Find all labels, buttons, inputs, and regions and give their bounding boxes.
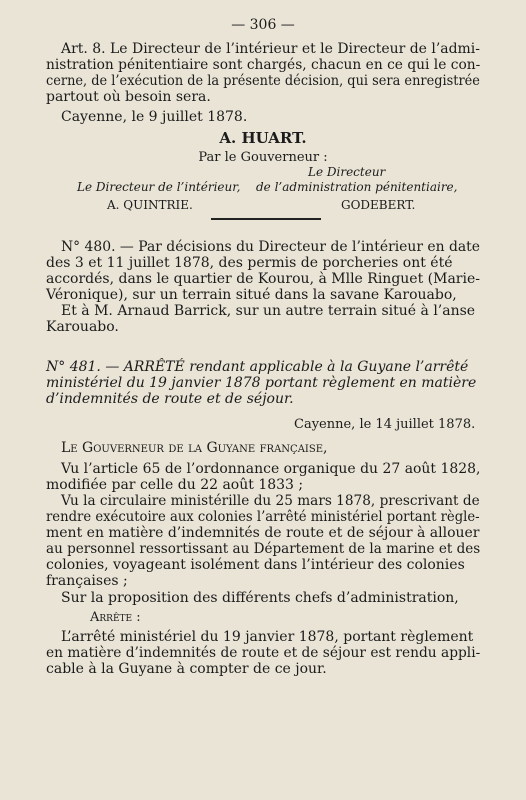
no481-title-line-2: ministériel du 19 janvier 1878 portant règlement en matière <box>46 375 477 391</box>
signature-governor: A. HUART. <box>219 129 307 147</box>
no481-body-line-3: modifiée par celle du 22 août 1833 ; <box>46 477 304 493</box>
no481-place-date: Cayenne, le 14 juillet 1878. <box>294 417 476 432</box>
no481-body-line-11: Arrête : <box>90 610 141 625</box>
signature-right-name: GODEBERT. <box>341 198 416 212</box>
art8-line-3: cerne, de l’exécution de la présente décision, qui sera enregistrée <box>46 73 480 89</box>
no481-body-line-1: Le Gouverneur de la Guyane française, <box>61 440 328 456</box>
no481-title-line-1: N° 481. — ARRÊTÉ rendant applicable à la Guyane l’arrêté <box>46 359 469 375</box>
no480-line-4: Véronique), sur un terrain situé dans la savane Karouabo, <box>46 287 457 303</box>
no481-body-line-10: Sur la proposition des différents chefs d’administration, <box>61 590 459 606</box>
no481-body-line-8: colonies, voyageant isolément dans l’intérieur des colonies <box>46 557 465 573</box>
no480-line-6: Karouabo. <box>46 319 119 335</box>
no481-body-line-4: Vu la circulaire ministérille du 25 mars 1878, prescrivant de <box>61 493 480 509</box>
no480-line-5: Et à M. Arnaud Barrick, sur un autre terrain situé à l’anse <box>61 303 476 319</box>
page-number: — 306 — <box>231 17 295 33</box>
no481-body-line-12: L’arrêté ministériel du 19 janvier 1878, portant règlement <box>61 629 474 645</box>
signature-right-title-2: de l’administration pénitentiaire, <box>256 180 458 194</box>
no481-body-line-13: en matière d’indemnités de route et de séjour est rendu appli- <box>46 645 481 661</box>
no480-line-2: des 3 et 11 juillet 1878, des permis de porcheries ont été <box>46 255 453 271</box>
signature-place-date: Cayenne, le 9 juillet 1878. <box>61 109 248 125</box>
no481-body-line-7: au personnel ressortissant au Département de la marine et des <box>46 541 481 557</box>
art8-line-4: partout où besoin sera. <box>46 89 211 105</box>
no480-line-1: N° 480. — Par décisions du Directeur de l’intérieur en date <box>61 239 480 255</box>
no480-line-3: accordés, dans le quartier de Kourou, à Mlle Ringuet (Marie- <box>46 271 480 287</box>
no481-body-line-6: ment en matière d’indemnités de route et de séjour à allouer <box>46 525 480 541</box>
signature-left-title: Le Directeur de l’intérieur, <box>77 180 241 194</box>
no481-body-line-5: rendre exécutoire aux colonies l’arrêté ministériel portant règle- <box>46 509 480 525</box>
signature-right-title-1: Le Directeur <box>308 165 386 179</box>
art8-line-2: nistration pénitentiaire sont chargés, chacun en ce qui le con- <box>46 57 481 73</box>
no481-title-line-3: d’indemnités de route et de séjour. <box>46 391 294 407</box>
section-divider <box>211 218 321 220</box>
signature-left-name: A. QUINTRIE. <box>107 198 193 212</box>
no481-body-line-9: françaises ; <box>46 573 128 589</box>
art8-line-1: Art. 8. Le Directeur de l’intérieur et le Directeur de l’admi- <box>61 41 480 57</box>
no481-body-line-2: Vu l’article 65 de l’ordonnance organique du 27 août 1828, <box>61 461 481 477</box>
signature-par-le-gouverneur: Par le Gouverneur : <box>198 150 328 165</box>
no481-body-line-14: cable à la Guyane à compter de ce jour. <box>46 661 327 677</box>
